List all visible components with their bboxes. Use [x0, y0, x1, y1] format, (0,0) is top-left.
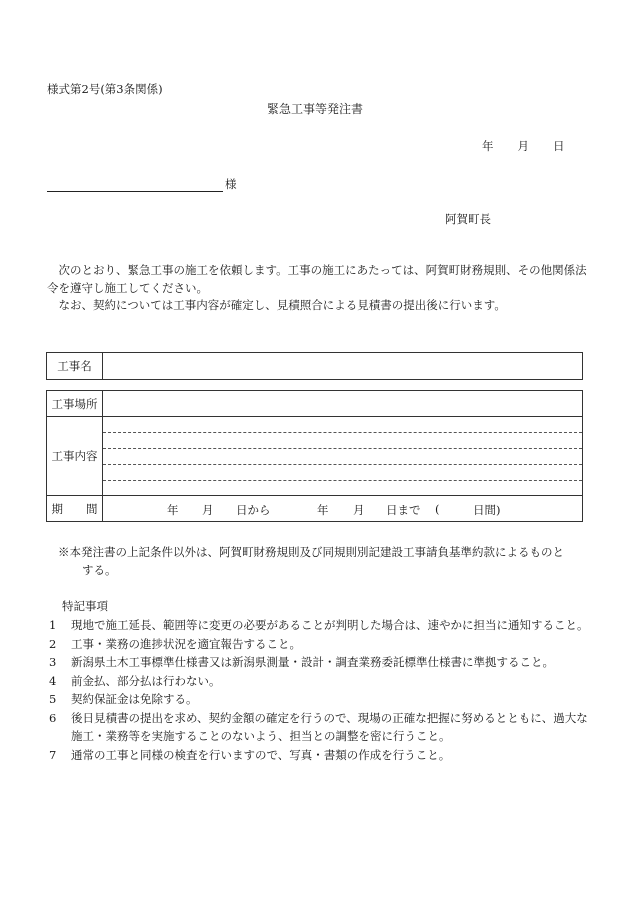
special-notes-list: [47, 616, 592, 764]
item-text: 後日見積書の提出を求め、契約金額の確定を行うので、現場の正確な把握に努めるとともに、過大な施工・業務等を実施することのないよう、担当との調整を密に行うこと。: [71, 710, 588, 743]
work-details-table: [46, 390, 583, 522]
work-place-field[interactable]: [103, 391, 582, 416]
date-line: [482, 138, 565, 154]
work-name-label: 工事名: [47, 353, 103, 379]
note-line-1: ※本発注書の上記条件以外は、阿賀町財務規則及び同規則別記建設工事請負基準約款によるものと: [58, 545, 564, 559]
special-notes-heading: 特記事項: [62, 599, 108, 613]
item-text: 工事・業務の進捗状況を適宜報告すること。: [71, 636, 301, 651]
date-year: 年: [482, 139, 494, 153]
period-start-month: 月: [202, 503, 214, 517]
date-day: 日: [553, 139, 565, 153]
item-number: 1: [49, 618, 57, 632]
list-item: [47, 653, 592, 672]
addressee-blank-line: [47, 178, 223, 192]
period-row[interactable]: [103, 495, 582, 522]
dotted-line: [103, 480, 582, 481]
list-item: [47, 635, 592, 654]
addressee-suffix: 様: [225, 177, 237, 191]
work-content-label: 工事内容: [47, 416, 103, 495]
list-item: [47, 746, 592, 765]
period-start-day: 日から: [236, 503, 271, 517]
period-paren-open: (: [435, 502, 440, 516]
list-item: [47, 616, 592, 635]
item-text: 前金払、部分払は行わない。: [71, 673, 221, 688]
intro-paragraph-1: 次のとおり、緊急工事の施工を依頼します。工事の施工にあたっては、阿賀町財務規則、その他関係法令を遵守し施工してください。: [47, 263, 587, 295]
list-item: [47, 709, 592, 746]
period-end-day: 日まで: [386, 503, 421, 517]
item-text: 新潟県土木工事標準仕様書又は新潟県測量・設計・調査業務委託標準仕様書に準拠すること。: [71, 655, 554, 669]
item-number: 2: [49, 636, 57, 651]
period-end-month: 月: [353, 503, 365, 517]
form-number: 様式第2号(第3条関係): [47, 82, 163, 96]
period-start-year: 年: [167, 503, 179, 517]
note: [58, 543, 588, 579]
issuer: 阿賀町長: [445, 212, 491, 226]
dotted-line: [103, 464, 582, 465]
intro-text: [47, 262, 587, 315]
item-number: 6: [49, 710, 57, 725]
period-label: 期 間: [47, 495, 103, 522]
item-number: 3: [49, 655, 57, 669]
date-month: 月: [517, 139, 529, 153]
work-name-table: [46, 352, 583, 380]
addressee: [47, 176, 237, 192]
list-item: [47, 672, 592, 691]
note-line-2: する。: [82, 563, 117, 577]
work-content-field[interactable]: [103, 417, 582, 495]
item-number: 4: [49, 673, 57, 688]
period-end-year: 年: [317, 503, 329, 517]
period-days: 日間): [473, 503, 501, 517]
work-name-field[interactable]: [103, 353, 582, 379]
item-text: 契約保証金は免除する。: [71, 692, 198, 706]
item-text: 通常の工事と同様の検査を行いますので、写真・書類の作成を行うこと。: [71, 747, 451, 762]
item-number: 5: [49, 692, 57, 706]
item-number: 7: [49, 747, 57, 762]
dotted-line: [103, 432, 582, 433]
item-text: 現地で施工延長、範囲等に変更の必要があることが判明した場合は、速やかに担当に通知すること。: [71, 618, 589, 632]
list-item: [47, 690, 592, 709]
work-place-label: 工事場所: [47, 391, 103, 416]
intro-paragraph-2: なお、契約については工事内容が確定し、見積照合による見積書の提出後に行います。: [58, 298, 506, 312]
dotted-line: [103, 448, 582, 449]
document-title: 緊急工事等発注書: [266, 102, 363, 116]
